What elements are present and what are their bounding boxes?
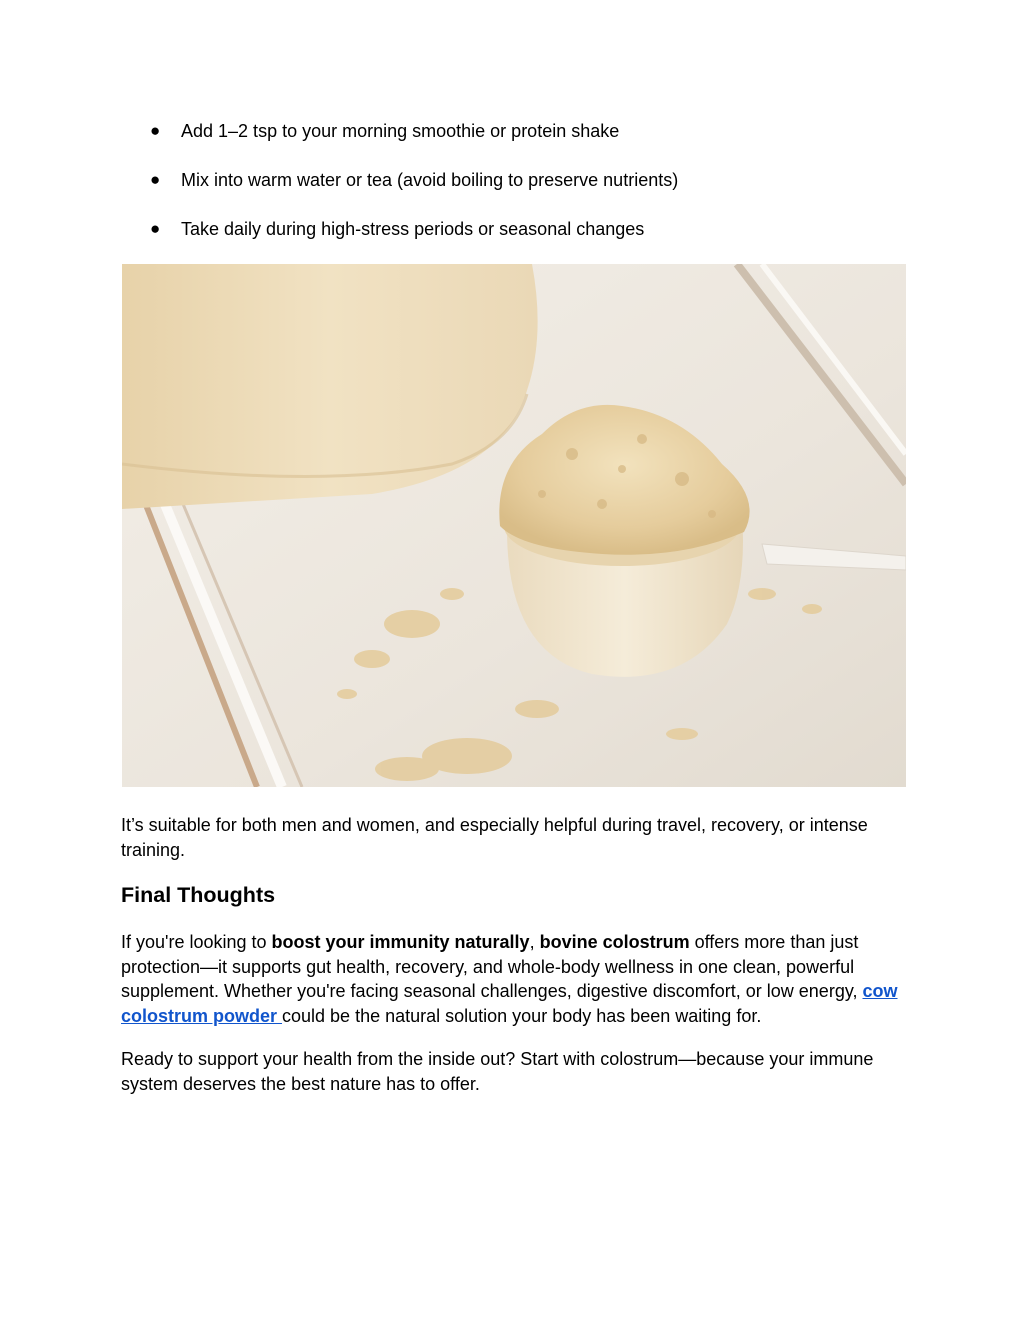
suitability-paragraph: It’s suitable for both men and women, and especially helpful during travel, recovery, or intense training. xyxy=(121,815,868,860)
paragraph-text: offers more than just protection—it supports gut health, recovery, and whole-body wellness in one clean, powerful supplement. Whether you're facing seasonal challenges, digestive discomfort, or low energy, xyxy=(121,932,863,1001)
cow-colostrum-powder-link[interactable]: cow colostrum powder xyxy=(121,981,898,1026)
final-thoughts-paragraph xyxy=(121,930,911,1028)
paragraph-text: If you're looking to xyxy=(121,932,272,952)
bullet-item xyxy=(0,117,1024,166)
powder-scoop-illustration xyxy=(122,264,906,787)
bullet-dot-icon: ● xyxy=(150,219,161,238)
bullet-item xyxy=(0,166,1024,215)
bullet-text: Mix into warm water or tea (avoid boiling to preserve nutrients) xyxy=(181,170,679,190)
usage-bullet-list xyxy=(0,117,1024,264)
colostrum-powder-photo xyxy=(122,264,906,787)
final-thoughts-heading: Final Thoughts xyxy=(121,883,276,907)
bullet-item xyxy=(0,215,1024,264)
paragraph-text: , xyxy=(529,932,540,952)
paragraph-text: could be the natural solution your body has been waiting for. xyxy=(282,1005,762,1026)
closing-paragraph: Ready to support your health from the inside out? Start with colostrum—because your immune system deserves the best nature has to offer. xyxy=(121,1049,874,1094)
bullet-text: Take daily during high-stress periods or seasonal changes xyxy=(181,219,645,239)
bold-phrase-bovine-colostrum: bovine colostrum xyxy=(539,932,690,952)
bullet-dot-icon: ● xyxy=(150,121,161,140)
bullet-dot-icon: ● xyxy=(150,170,161,189)
bullet-text: Add 1–2 tsp to your morning smoothie or protein shake xyxy=(181,121,620,141)
bold-phrase-immunity: boost your immunity naturally xyxy=(271,932,530,952)
